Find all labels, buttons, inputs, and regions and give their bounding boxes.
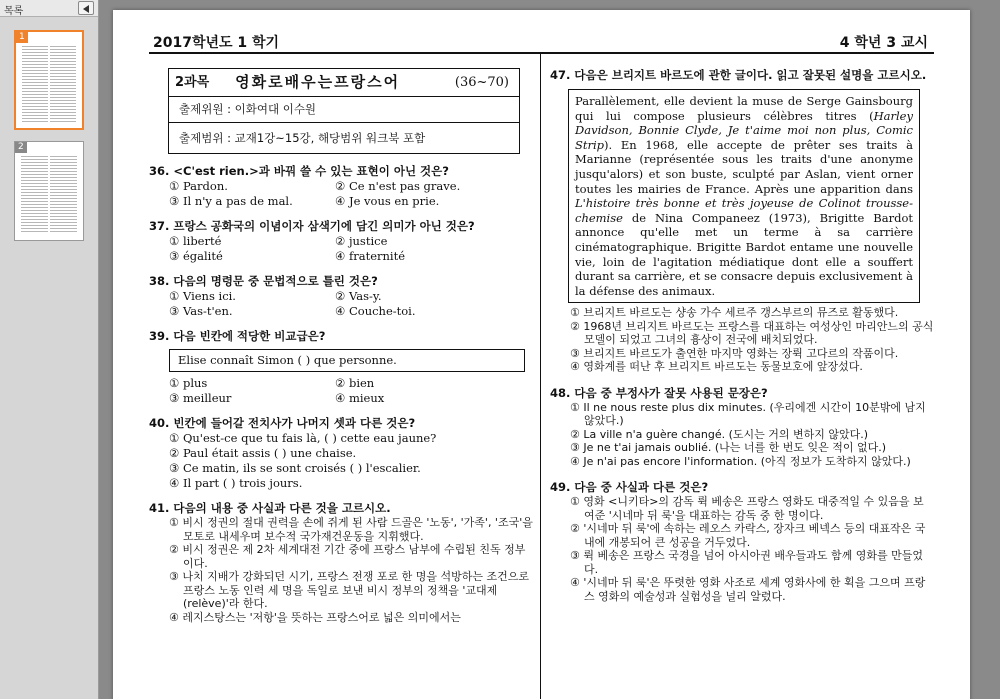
exam-author: 출제위원 : 이화여대 이수원 bbox=[169, 97, 519, 123]
question-36 bbox=[149, 164, 533, 209]
option: ③ égalité bbox=[169, 249, 223, 263]
sentence-box: Elise connaît Simon ( ) que personne. bbox=[169, 349, 525, 372]
exam-term: 2017학년도 1 학기 bbox=[153, 35, 280, 51]
option: ② '시네마 뒤 룩'에 속하는 레오스 카락스, 장자크 베넥스 등의 대표작은 국내에 개봉되어 큰 성공을 거두었다. bbox=[570, 522, 926, 549]
option: ④ fraternité bbox=[335, 249, 406, 263]
question-stem: 37. 프랑스 공화국의 이념이자 삼색기에 담긴 의미가 아닌 것은? bbox=[149, 219, 475, 233]
option: ① Il ne nous reste plus dix minutes. (우리에겐 시간이 10분밖에 남지 않았다.) bbox=[570, 400, 926, 428]
question-stem: 48. 다음 중 부정사가 잘못 사용된 문장은? bbox=[550, 385, 768, 400]
option: ③ Il n'y a pas de mal. bbox=[169, 194, 293, 208]
option: ① Viens ici. bbox=[169, 289, 236, 303]
subject-number: 2과목 bbox=[175, 75, 210, 90]
passage-text: Parallèlement, elle devient la muse de Serge Gainsbourg qui lui compose plusieurs célèbres titres ( bbox=[575, 94, 913, 123]
page-thumbnail-2[interactable] bbox=[14, 141, 84, 241]
option: ① 브리지트 바르도는 샹송 가수 세르주 갱스부르의 뮤즈로 활동했다. bbox=[570, 306, 899, 320]
option: ③ 브리지트 바르도가 출연한 마지막 영화는 장뤽 고다르의 작품이다. bbox=[570, 346, 899, 360]
column-divider bbox=[540, 54, 541, 699]
option: ② Paul était assis ( ) une chaise. bbox=[169, 446, 357, 460]
sidebar-title: 목록 bbox=[4, 6, 24, 17]
option: ④ '시네마 뒤 룩'은 뚜렷한 영화 사조로 세계 영화사에 한 획을 그으며 프랑스 영화의 예술성과 실험성을 널리 알렸다. bbox=[570, 576, 926, 603]
question-stem: 38. 다음의 명령문 중 문법적으로 틀린 것은? bbox=[149, 274, 378, 288]
option: ② Ce n'est pas grave. bbox=[335, 179, 461, 193]
option: ③ 뤽 베송은 프랑스 국경을 넘어 아시아권 배우들과도 함께 영화를 만들었다. bbox=[570, 549, 923, 576]
option: ④ Il part ( ) trois jours. bbox=[169, 476, 303, 490]
page-thumbnail-1[interactable] bbox=[14, 30, 84, 130]
right-column bbox=[550, 58, 934, 603]
page-number-badge: 2 bbox=[15, 142, 27, 153]
option: ② 1968년 브리지트 바르도는 프랑스를 대표하는 여성상인 마리안느의 공식 모델이 되었고 그녀의 흉상이 전국에 배치되었다. bbox=[570, 319, 934, 347]
passage-film-title: L'histoire très bonne et très joyeuse de Colinot trousse-chemise bbox=[575, 196, 913, 225]
question-stem: 39. 다음 빈칸에 적당한 비교급은? bbox=[149, 329, 326, 343]
subject-name: 영화로배우는프랑스어 bbox=[235, 73, 401, 91]
option: ② Vas-y. bbox=[335, 289, 382, 303]
option: ② bien bbox=[335, 376, 375, 390]
question-38 bbox=[149, 274, 533, 319]
option: ③ Je ne t'ai jamais oublié. (나는 너를 한 번도 잊은 적이 없다.) bbox=[570, 441, 887, 455]
left-column bbox=[149, 58, 533, 624]
option: ④ Je n'ai pas encore l'information. (아직 정보가 도착하지 않았다.) bbox=[570, 454, 911, 468]
passage-text: ). En 1968, elle accepte de prêter ses traits à Marianne (représentée sous les traits d'une anonyme jusqu'alors) et son buste, sculpté par Aslan, vient orner toutes les mairies de France. Après une apparition dans bbox=[575, 137, 913, 196]
option: ③ Vas-t'en. bbox=[169, 304, 233, 318]
option: ④ Couche-toi. bbox=[335, 304, 416, 318]
page-number-badge: 1 bbox=[16, 32, 28, 43]
option: ④ mieux bbox=[335, 391, 385, 405]
option: ③ meilleur bbox=[169, 391, 232, 405]
passage-song-titles: Harley Davidson, Bonnie Clyde, Je t'aime moi non plus, Comic Strip bbox=[575, 108, 913, 152]
question-range: (36~70) bbox=[454, 75, 509, 90]
option: ① liberté bbox=[169, 234, 222, 248]
option: ① Pardon. bbox=[169, 179, 228, 193]
thumbnail-preview bbox=[22, 46, 76, 122]
question-40 bbox=[149, 416, 533, 491]
sidebar-header bbox=[0, 0, 98, 17]
question-48 bbox=[550, 386, 934, 469]
collapse-sidebar-icon[interactable] bbox=[78, 1, 94, 15]
thumbnail-preview bbox=[21, 156, 77, 234]
exam-scope: 출제범위 : 교재1강~15강, 해당범위 워크북 포함 bbox=[179, 130, 426, 145]
question-stem: 40. 빈칸에 들어갈 전치사가 나머지 셋과 다른 것은? bbox=[149, 416, 416, 430]
question-39 bbox=[149, 329, 533, 406]
question-stem: 41. 다음의 내용 중 사실과 다른 것을 고르시오. bbox=[149, 501, 391, 515]
question-47 bbox=[550, 68, 934, 374]
question-41 bbox=[149, 501, 533, 624]
option: ① Qu'est-ce que tu fais là, ( ) cette eau jaune? bbox=[169, 431, 437, 445]
header-rule bbox=[149, 52, 934, 54]
option: ④ 레지스탕스는 '저항'을 뜻하는 프랑스어로 넓은 의미에서는 bbox=[169, 610, 461, 624]
option: ① plus bbox=[169, 376, 208, 390]
question-stem: 36. <C'est rien.>과 바꿔 쓸 수 있는 표현이 아닌 것은? bbox=[149, 164, 449, 178]
option: ② La ville n'a guère changé. (도시는 거의 변하지 않았다.) bbox=[570, 427, 869, 441]
option: ① 비시 정권의 절대 권력을 손에 쥐게 된 사람 드골은 '노동', '가족', '조국'을 모토로 내세우며 보수적 국가재건운동을 지휘했다. bbox=[169, 516, 533, 543]
exam-period: 4 학년 3 교시 bbox=[839, 35, 928, 51]
option: ① 영화 <니키타>의 감독 뤽 베송은 프랑스 영화도 대중적일 수 있음을 보여준 '시네마 뒤 룩'을 대표하는 감독 중 한 명이다. bbox=[570, 495, 924, 522]
option: ④ Je vous en prie. bbox=[335, 194, 440, 208]
question-37 bbox=[149, 219, 533, 264]
option: ③ Ce matin, ils se sont croisés ( ) l'escalier. bbox=[169, 461, 421, 475]
option: ② 비시 정권은 제 2차 세계대전 기간 중에 프랑스 남부에 수립된 친독 정부이다. bbox=[169, 543, 526, 570]
question-stem: 49. 다음 중 사실과 다른 것은? bbox=[550, 480, 709, 495]
option: ② justice bbox=[335, 234, 388, 248]
subject-title-box bbox=[168, 68, 520, 154]
option: ④ 영화계를 떠난 후 브리지트 바르도는 동물보호에 앞장섰다. bbox=[570, 360, 863, 374]
question-49 bbox=[550, 480, 934, 603]
passage-text: de Nina Companeez (1973), Brigitte Bardot annonce qu'elle met un terme à sa carrière cinématographique. Brigitte Bardot entame une nouvelle vie, loin de l'agitation médiatique dont elle a souffert durant sa carrière, et se consacre depuis exclusivement à la défense des animaux. bbox=[575, 210, 913, 298]
document-page bbox=[113, 10, 970, 699]
option: ③ 나치 지배가 강화되던 시기, 프랑스 전쟁 포로 한 명을 석방하는 조건으로 프랑스 노동 인력 세 명을 독일로 보낸 비시 정부의 정책을 '교대제(relève)'라 한다. bbox=[169, 570, 529, 610]
french-passage bbox=[568, 89, 920, 303]
thumbnail-sidebar bbox=[0, 0, 99, 699]
question-stem: 47. 다음은 브리지트 바르도에 관한 글이다. 읽고 잘못된 설명을 고르시오. bbox=[550, 68, 927, 82]
